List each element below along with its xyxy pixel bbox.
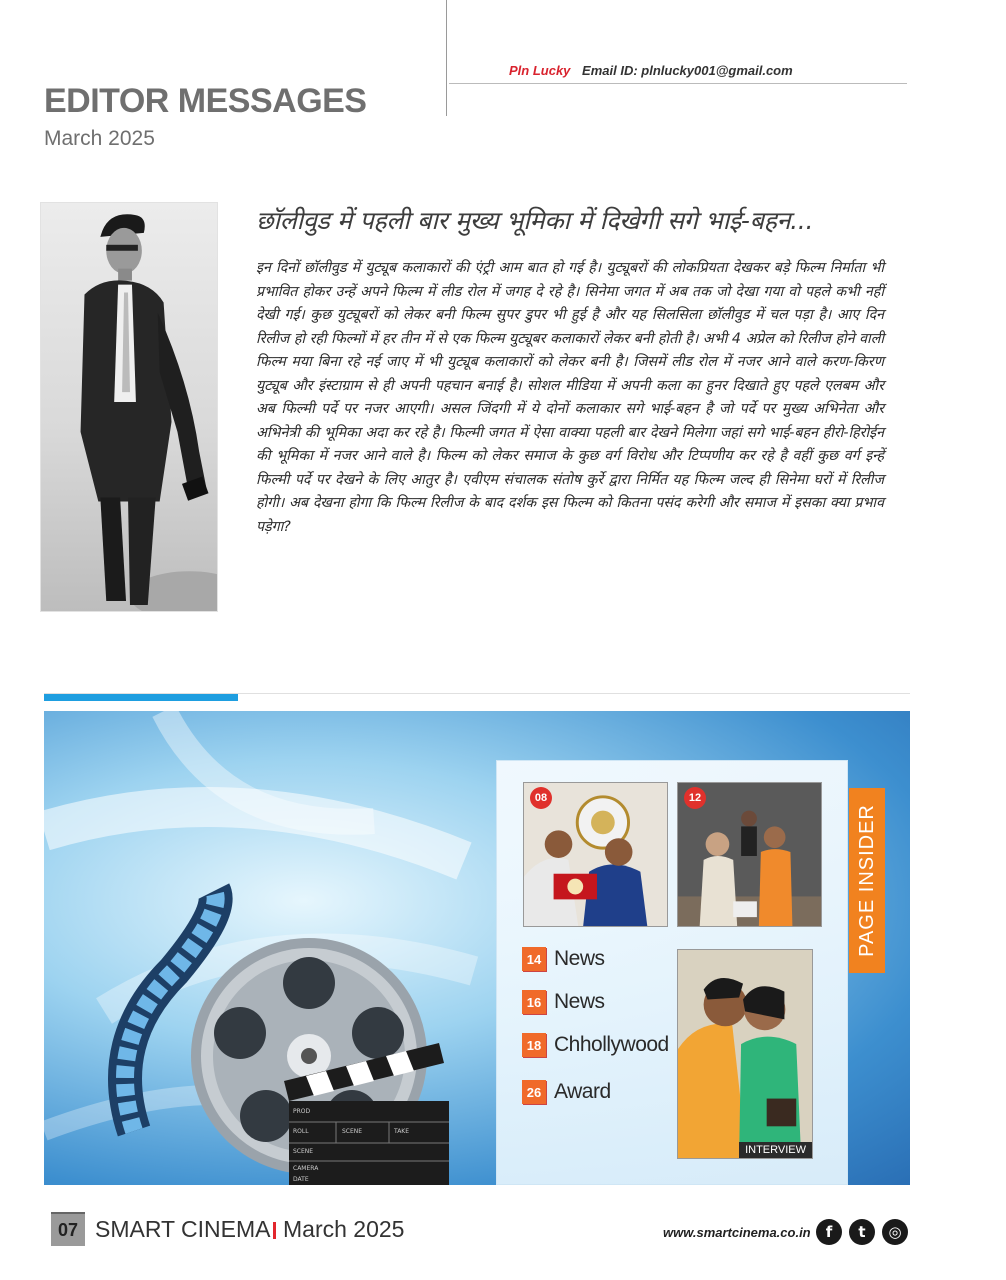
clapper-label-prod: PROD	[293, 1108, 311, 1115]
toc-page-number: 26	[522, 1080, 546, 1104]
thumbnail-page-08[interactable]	[523, 782, 668, 927]
toc-label: News	[554, 947, 605, 970]
thumbnail-caption: INTERVIEW	[739, 1142, 812, 1158]
section-date: March 2025	[44, 127, 155, 150]
toc-item[interactable]	[522, 1080, 611, 1104]
footer-magazine-name: SMART CINEMA	[95, 1216, 271, 1242]
footer-website-link[interactable]: www.smartcinema.co.in	[663, 1225, 811, 1240]
section-title: EDITOR MESSAGES	[44, 82, 367, 120]
header-divider-vertical	[446, 0, 447, 116]
toc-page-number: 16	[522, 990, 546, 1014]
clapper-label-date: DATE	[293, 1176, 309, 1183]
toc-label: News	[554, 990, 605, 1013]
footer-issue-date: March 2025	[283, 1216, 405, 1242]
clapper-label-roll: ROLL	[293, 1128, 309, 1135]
toc-item[interactable]	[522, 990, 605, 1014]
toc-label: Chhollywood	[554, 1033, 669, 1056]
clapper-label-scene-2: SCENE	[293, 1148, 314, 1155]
clapper-label-camera: CAMERA	[293, 1165, 319, 1172]
thumbnail-page-12[interactable]	[677, 782, 822, 927]
page-insider-banner	[44, 711, 910, 1185]
toc-page-number: 14	[522, 947, 546, 971]
separator-accent-bar	[44, 694, 238, 701]
thumbnail-page-badge: 12	[684, 787, 706, 809]
facebook-icon[interactable]: f	[816, 1219, 842, 1245]
clapper-label-scene: SCENE	[342, 1128, 363, 1135]
toc-label: Award	[554, 1080, 611, 1103]
toc-item[interactable]	[522, 947, 605, 971]
page-insider-label	[849, 788, 885, 973]
instagram-icon[interactable]: ◎	[882, 1219, 908, 1245]
thumbnail-interview[interactable]	[677, 949, 813, 1159]
article-headline: छॉलीवुड में पहली बार मुख्य भूमिका में दिखेगी सगे भाई-बहन...	[256, 206, 814, 235]
editor-photo	[40, 202, 218, 612]
footer-separator	[273, 1222, 276, 1239]
page-insider-text: PAGE INSIDER	[855, 804, 878, 957]
editor-name: Pln Lucky	[509, 63, 571, 78]
twitter-icon[interactable]: t	[849, 1219, 875, 1245]
editor-contact	[509, 63, 793, 78]
footer-page-number: 07	[51, 1212, 85, 1246]
clapper-label-take: TAKE	[394, 1128, 410, 1135]
article-body: इन दिनों छॉलीवुड में युट्यूब कलाकारों की एंट्री आम बात हो गई है। युट्यूबरों की लोकप्रियता देखकर बड़े फिल्म निर्माता भी प्रभावित होकर उन्हें अपने फिल्म में लीड रोल में जगह दे रहे है। सिनेमा जगत में अब तक जो देखा गया वो पहले कभी नहीं देखी गई। कुछ युट्यूबरों को लेकर बनी फिल्म सुपर डुपर भी हुई है और यह सिलसिला छॉलीवुड में चल पड़ा है। आए दिन रिलीज हो रही फिल्मों में हर तीन में से एक फिल्म युट्यूबर कलाकारों लेकर बनी होती है। अभी 4 अप्रेल को रिलीज होने वाली फिल्म मया बिना रहे नई जाए में भी युट्यूब कलाकारों को लेकर बनी है। जिसमें लीड रोल में नजर आने वाले करण-किरण युट्यूब और इंस्टाग्राम से ही अपनी पहचान बनाई है। सोशल मीडिया में अपनी कला का हुनर दिखाते हुए पहले एलबम और अब फिल्मी पर्दे पर नजर आएगी। असल जिंदगी में ये दोनों कलाकार सगे भाई-बहन है जो पर्दे पर मुख्य अभिनेता और अभिनेत्री की भूमिका अदा कर रहे है। फिल्मी जगत में ऐसा वाक्या पहली बार देखने मिलेगा जहां सगे भाई-बहन हीरो-हिरोईन की भूमिका में नजर आने वाले है। फिल्म को लेकर समाज के कुछ वर्ग विरोध और टिप्पणीय कर रहे है वहीं कुछ वर्ग इन्हें फिल्मी पर्दे पर देखने के लिए आतुर है। एवीएम संचालक संतोष कुर्रे द्वारा निर्मित यह फिल्म जल्द ही सिनेमा घरों में रिलीज होगी। अब देखना होगा कि फिल्म रिलीज के बाद दर्शक इस फिल्म को कितना पसंद करेगी और समाज में इसका क्या प्रभाव पड़ेगा?	[256, 260, 884, 535]
toc-page-number: 18	[522, 1033, 546, 1057]
header-divider-horizontal	[449, 83, 907, 84]
editor-email[interactable]: Email ID: plnlucky001@gmail.com	[582, 63, 793, 78]
toc-item[interactable]	[522, 1033, 669, 1057]
thumbnail-page-badge: 08	[530, 787, 552, 809]
